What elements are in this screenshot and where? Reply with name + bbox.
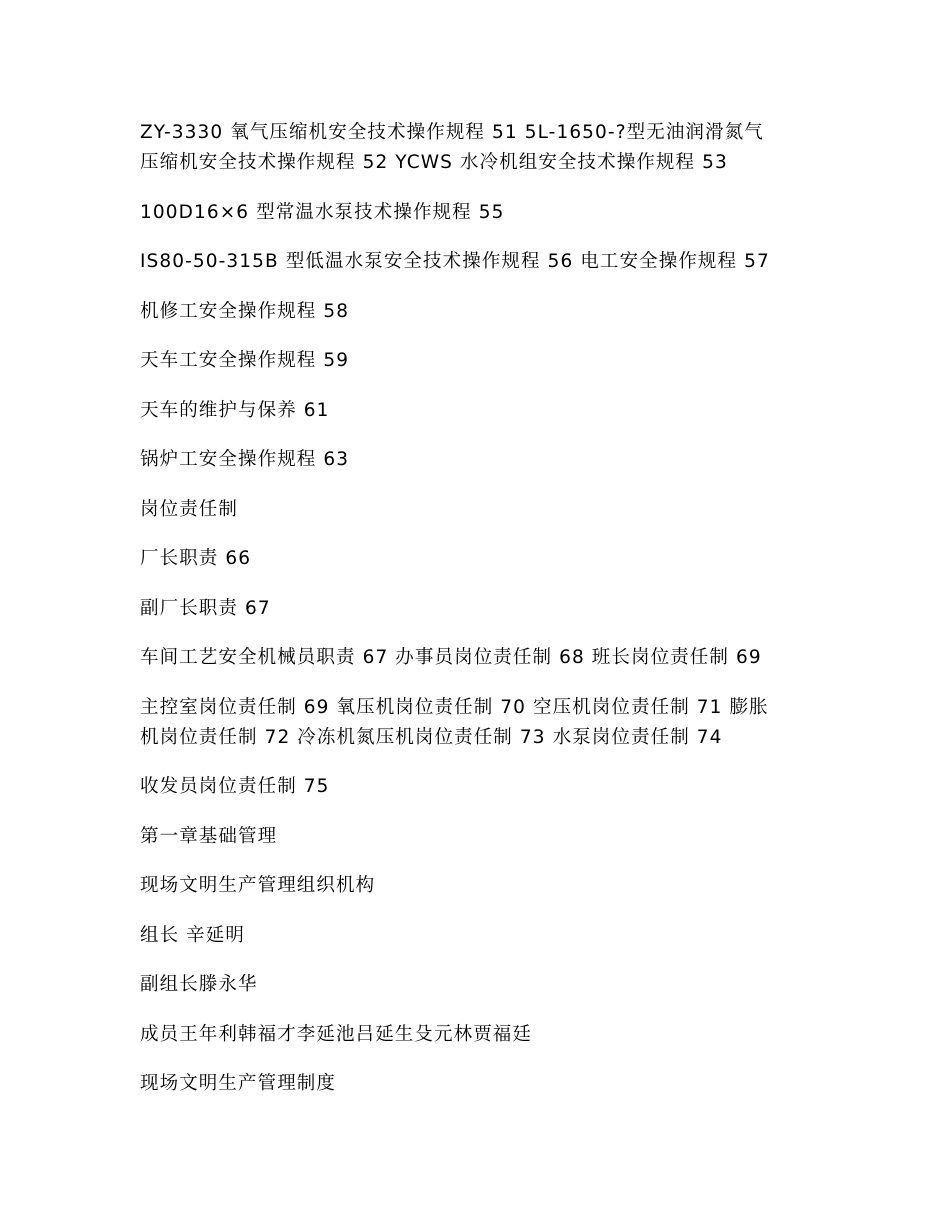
- paragraph-6: [140, 396, 830, 426]
- text-line: 现场文明生产管理组织机构: [140, 875, 376, 896]
- text-line: 压缩机安全技术操作规程 52 YCWS 水冷机组安全技术操作规程 53: [140, 152, 728, 173]
- paragraph-7: [140, 445, 830, 475]
- paragraph-3: [140, 247, 830, 277]
- text-line: ZY-3330 氧气压缩机安全技术操作规程 51 5L-1650-?型无油润滑氮气: [140, 122, 764, 143]
- text-line: 成员王年利韩福才李延池吕延生殳元林贾福廷: [140, 1023, 533, 1045]
- text-line: 组长 辛延明: [140, 924, 245, 946]
- text-line: 机修工安全操作规程 58: [140, 300, 350, 322]
- paragraph-9: [140, 544, 830, 574]
- paragraph-15: [140, 871, 830, 901]
- paragraph-4: [140, 297, 830, 327]
- paragraph-5: [140, 346, 830, 376]
- paragraph-1: [140, 118, 830, 178]
- paragraph-2: [140, 198, 830, 228]
- text-line: 锅炉工安全操作规程 63: [140, 449, 350, 470]
- paragraph-12: [140, 693, 830, 753]
- text-line: 厂长职责 66: [140, 548, 252, 569]
- text-line: 车间工艺安全机械员职责 67 办事员岗位责任制 68 班长岗位责任制 69: [140, 647, 762, 668]
- paragraph-10: [140, 594, 830, 624]
- paragraph-11: [140, 643, 830, 673]
- text-line: 副组长滕永华: [140, 974, 258, 995]
- text-line: 收发员岗位责任制 75: [140, 776, 330, 797]
- paragraph-14: [140, 822, 830, 852]
- section-heading: 岗位责任制: [140, 498, 239, 520]
- text-line: 主控室岗位责任制 69 氧压机岗位责任制 70 空压机岗位责任制 71 膨胀: [140, 696, 769, 718]
- text-line: 机岗位责任制 72 冷冻机氮压机岗位责任制 73 水泵岗位责任制 74: [140, 726, 723, 748]
- paragraph-16: [140, 921, 830, 951]
- paragraph-8: [140, 495, 830, 525]
- text-line: 现场文明生产管理制度: [140, 1073, 337, 1094]
- text-line: 天车工安全操作规程 59: [140, 350, 350, 371]
- text-line: 副厂长职责 67: [140, 597, 271, 619]
- paragraph-19: [140, 1069, 830, 1099]
- document-body: [140, 118, 830, 1119]
- paragraph-17: [140, 970, 830, 1000]
- paragraph-18: [140, 1020, 830, 1050]
- paragraph-13: [140, 772, 830, 802]
- text-line: 天车的维护与保养 61: [140, 399, 330, 421]
- text-line: 100D16×6 型常温水泵技术操作规程 55: [140, 201, 505, 223]
- chapter-heading: 第一章基础管理: [140, 825, 278, 847]
- text-line: IS80-50-315B 型低温水泵安全技术操作规程 56 电工安全操作规程 57: [140, 251, 770, 272]
